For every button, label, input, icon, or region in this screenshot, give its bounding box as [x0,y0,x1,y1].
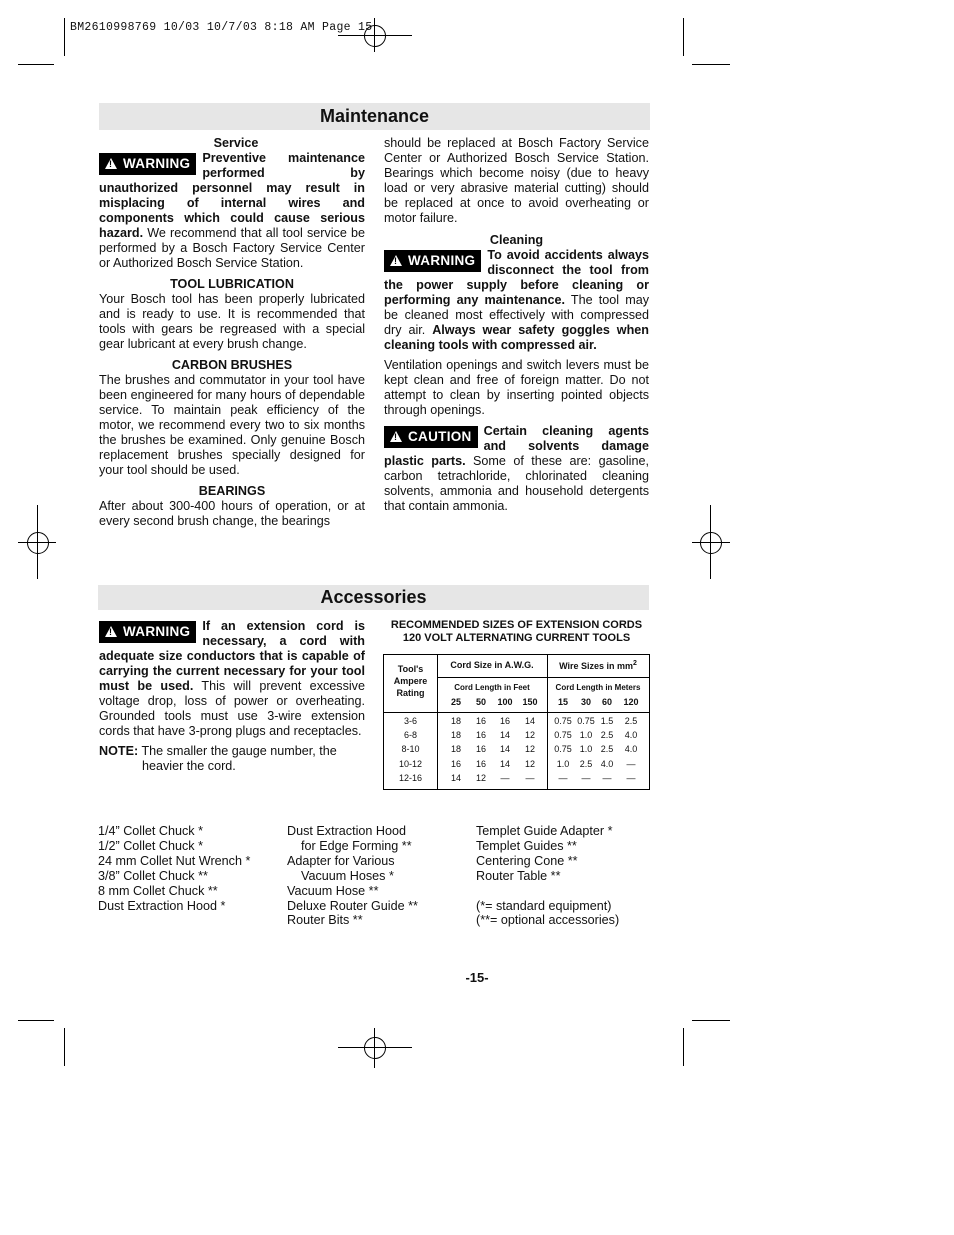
awg-cell: 14 [499,730,510,741]
caution-paragraph: !CAUTION Certain cleaning agents and solvents damage plastic parts. Some of these are: gasoline, carbon tetrachloride, chlorinated cleaning solvents, ammonia and household detergents that contain ammonia. [384,424,649,514]
accessory-list-col3 [476,824,619,928]
awg-header: Cord Size in A.W.G. [450,660,534,670]
accessory-item: Templet Guides ** [476,838,577,853]
accessory-item: Vacuum Hose ** [287,883,379,898]
mm-cell: 1.0 [579,744,593,755]
feet-length-header: 150 [522,697,538,707]
mm-cell: 4.0 [600,758,614,769]
accessory-item: 8 mm Collet Chuck ** [98,883,218,898]
lube-heading: TOOL LUBRICATION [170,277,294,291]
accessory-item: 1/2” Collet Chuck * [98,838,203,853]
meter-length-header: 30 [580,697,591,707]
accessory-list-col2 [287,824,418,928]
crop-mark [683,1028,684,1066]
accessory-item: (*= standard equipment) [476,898,612,913]
mm-cell: 2.5 [600,744,614,755]
accessory-item: Deluxe Router Guide ** [287,898,418,913]
crop-mark [64,1028,65,1066]
registration-circle [700,532,722,554]
awg-cell: 12 [524,730,535,741]
mm-header: Wire Sizes in $mm^2$ [559,660,637,671]
awg-cell: 18 [450,744,461,755]
feet-length-header: 50 [475,697,486,707]
cleaning-heading: Cleaning [489,233,544,247]
ampere-rating-header: Tool's Ampere Rating [393,664,428,698]
accessory-item: 24 mm Collet Nut Wrench * [98,853,251,868]
mm-cell: 2.5 [579,758,593,769]
print-slug: BM2610998769 10/03 10/7/03 8:18 AM Page 15 [70,21,373,34]
registration-circle [364,1037,386,1059]
table-title: RECOMMENDED SIZES OF EXTENSION CORDS 120 VOLT ALTERNATING CURRENT TOOLS [390,619,643,644]
awg-cell: — [500,772,510,783]
crop-mark [18,64,54,65]
crop-mark [683,18,684,56]
mm-cell: — [602,772,612,783]
table-divider [384,712,649,713]
feet-subheader: Cord Length in Feet [454,683,530,692]
table-divider [437,677,649,678]
bearings-paragraph: After about 300-400 hours of operation, or at every second brush change, the bearings [99,499,365,528]
awg-cell: 18 [450,730,461,741]
awg-cell: 14 [524,716,535,726]
service-heading: Service [213,136,259,150]
table-divider [437,655,438,789]
awg-cell: 12 [524,758,535,769]
warning-badge: !WARNING [99,621,196,643]
mm-cell: 0.75 [554,744,572,755]
accessory-item: Adapter for Various [287,853,395,868]
extension-cord-warning: !WARNING If an extension cord is necessary, a cord with adequate size conductors that is capable of carrying the current necessary for your tool must be used. This will prevent excessive voltage drop, loss of power or overheating. Grounded tools must use 3-wire extension cords that have 3-prong plugs and receptacles. [99,619,365,739]
awg-cell: 14 [499,744,510,755]
bearings-continued: should be replaced at Bosch Factory Service Center or Authorized Bosch Service Station. Bearings which become noisy (due to heavy load or very abrasive material cutting) should be replaced at once to avoid overheating or motor failure. [384,136,649,225]
warning-badge: !WARNING [99,153,196,175]
mm-cell: 0.75 [554,716,572,726]
awg-cell: 14 [450,772,461,783]
mm-cell: 4.0 [624,744,638,755]
accessory-item: 3/8” Collet Chuck ** [98,868,208,883]
crop-mark [692,64,730,65]
mm-cell: 0.75 [554,730,572,741]
crop-mark [18,1020,54,1021]
maintenance-title: Maintenance [99,103,650,130]
mm-cell: 1.5 [600,716,614,726]
brushes-heading: CARBON BRUSHES [171,358,293,372]
mm-cell: 1.0 [556,758,570,769]
registration-circle [364,25,386,47]
mm-cell: 1.0 [579,730,593,741]
warning-triangle-icon [390,255,402,266]
mm-cell: 4.0 [624,730,638,741]
accessory-item: for Edge Forming ** [301,838,412,853]
ampere-rating-cell: 8-10 [401,744,420,755]
accessory-item: Router Table ** [476,868,561,883]
awg-cell: 16 [499,716,510,726]
meter-length-header: 60 [601,697,612,707]
ampere-rating-cell: 3-6 [403,716,417,726]
ampere-rating-cell: 6-8 [403,730,417,741]
accessory-item: Vacuum Hoses * [301,868,394,883]
mm-cell: 2.5 [600,730,614,741]
maintenance-left-column [99,136,365,534]
warning-triangle-icon [105,626,117,637]
accessory-item: (**= optional accessories) [476,913,620,928]
lube-paragraph: Your Bosch tool has been properly lubricated and is ready to use. It is recommended that tools with gears be regreased with a special gear lubricant at every brush change. [99,292,365,351]
crop-mark [692,1020,730,1021]
accessory-item: Dust Extraction Hood * [98,898,226,913]
awg-cell: — [525,772,535,783]
awg-cell: 16 [450,758,461,769]
mm-cell: — [626,758,636,769]
mm-cell: — [626,772,636,783]
ventilation-paragraph: Ventilation openings and switch levers must be kept clean and free of foreign matter. Do not attempt to clean by inserting pointed objects through openings. [384,358,649,417]
warning-triangle-icon [390,431,402,442]
awg-cell: 16 [475,730,486,741]
maintenance-right-column [384,136,649,519]
meters-subheader: Cord Length in Meters [555,683,641,692]
accessory-item: 1/4” Collet Chuck * [98,824,203,838]
accessory-item: Router Bits ** [287,913,363,928]
mm-cell: — [581,772,591,783]
accessories-title: Accessories [98,585,649,610]
bearings-heading: BEARINGS [198,484,266,498]
accessory-item: Centering Cone ** [476,853,578,868]
accessory-item: Templet Guide Adapter * [476,824,613,838]
meter-length-header: 120 [623,697,639,707]
mm-cell: — [558,772,568,783]
accessories-left-column [99,619,365,779]
ampere-rating-cell: 12-16 [398,772,423,783]
cleaning-paragraph: !WARNING To avoid accidents always disconnect the tool from the power supply before cleaning or performing any maintenance. The tool may be cleaned most effectively with compressed dry air. Always wear safety goggles when cleaning tools with compressed air. [384,248,649,353]
awg-cell: 12 [475,772,486,783]
registration-circle [27,532,49,554]
accessory-list-col1 [98,824,250,913]
awg-cell: 18 [450,716,461,726]
mm-cell: 2.5 [624,716,638,726]
note-paragraph: NOTE: The smaller the gauge number, the heavier the cord. [99,744,337,773]
crop-mark [64,18,65,56]
awg-cell: 16 [475,744,486,755]
awg-cell: 16 [475,758,486,769]
warning-triangle-icon [105,158,117,169]
brushes-paragraph: The brushes and commutator in your tool have been engineered for many hours of dependable service. To maintain peak efficiency of the motor, we recommend every two to six months the brushes be examined. Only genuine Bosch replacement brushes specially designed for your tool should be used. [99,373,365,477]
feet-length-header: 100 [497,697,513,707]
page-number: -15- [465,970,489,985]
awg-cell: 16 [475,716,486,726]
warning-badge: !WARNING [384,250,481,272]
service-paragraph: !WARNING Preventive maintenance performed by unauthorized personnel may result in misplacing of internal wires and components which could cause serious hazard. We recommend that all tool service be performed by a Bosch Factory Service Center or Authorized Bosch Service Station. [99,151,365,271]
feet-length-header: 25 [450,697,461,707]
awg-cell: 14 [499,758,510,769]
caution-badge: !CAUTION [384,426,478,448]
accessory-item [476,884,619,899]
accessory-item: Dust Extraction Hood [287,824,406,838]
extension-cord-table [383,654,650,790]
ampere-rating-cell: 10-12 [398,758,423,769]
awg-cell: 12 [524,744,535,755]
meter-length-header: 15 [557,697,568,707]
mm-cell: 0.75 [577,716,595,726]
table-divider [547,655,548,789]
